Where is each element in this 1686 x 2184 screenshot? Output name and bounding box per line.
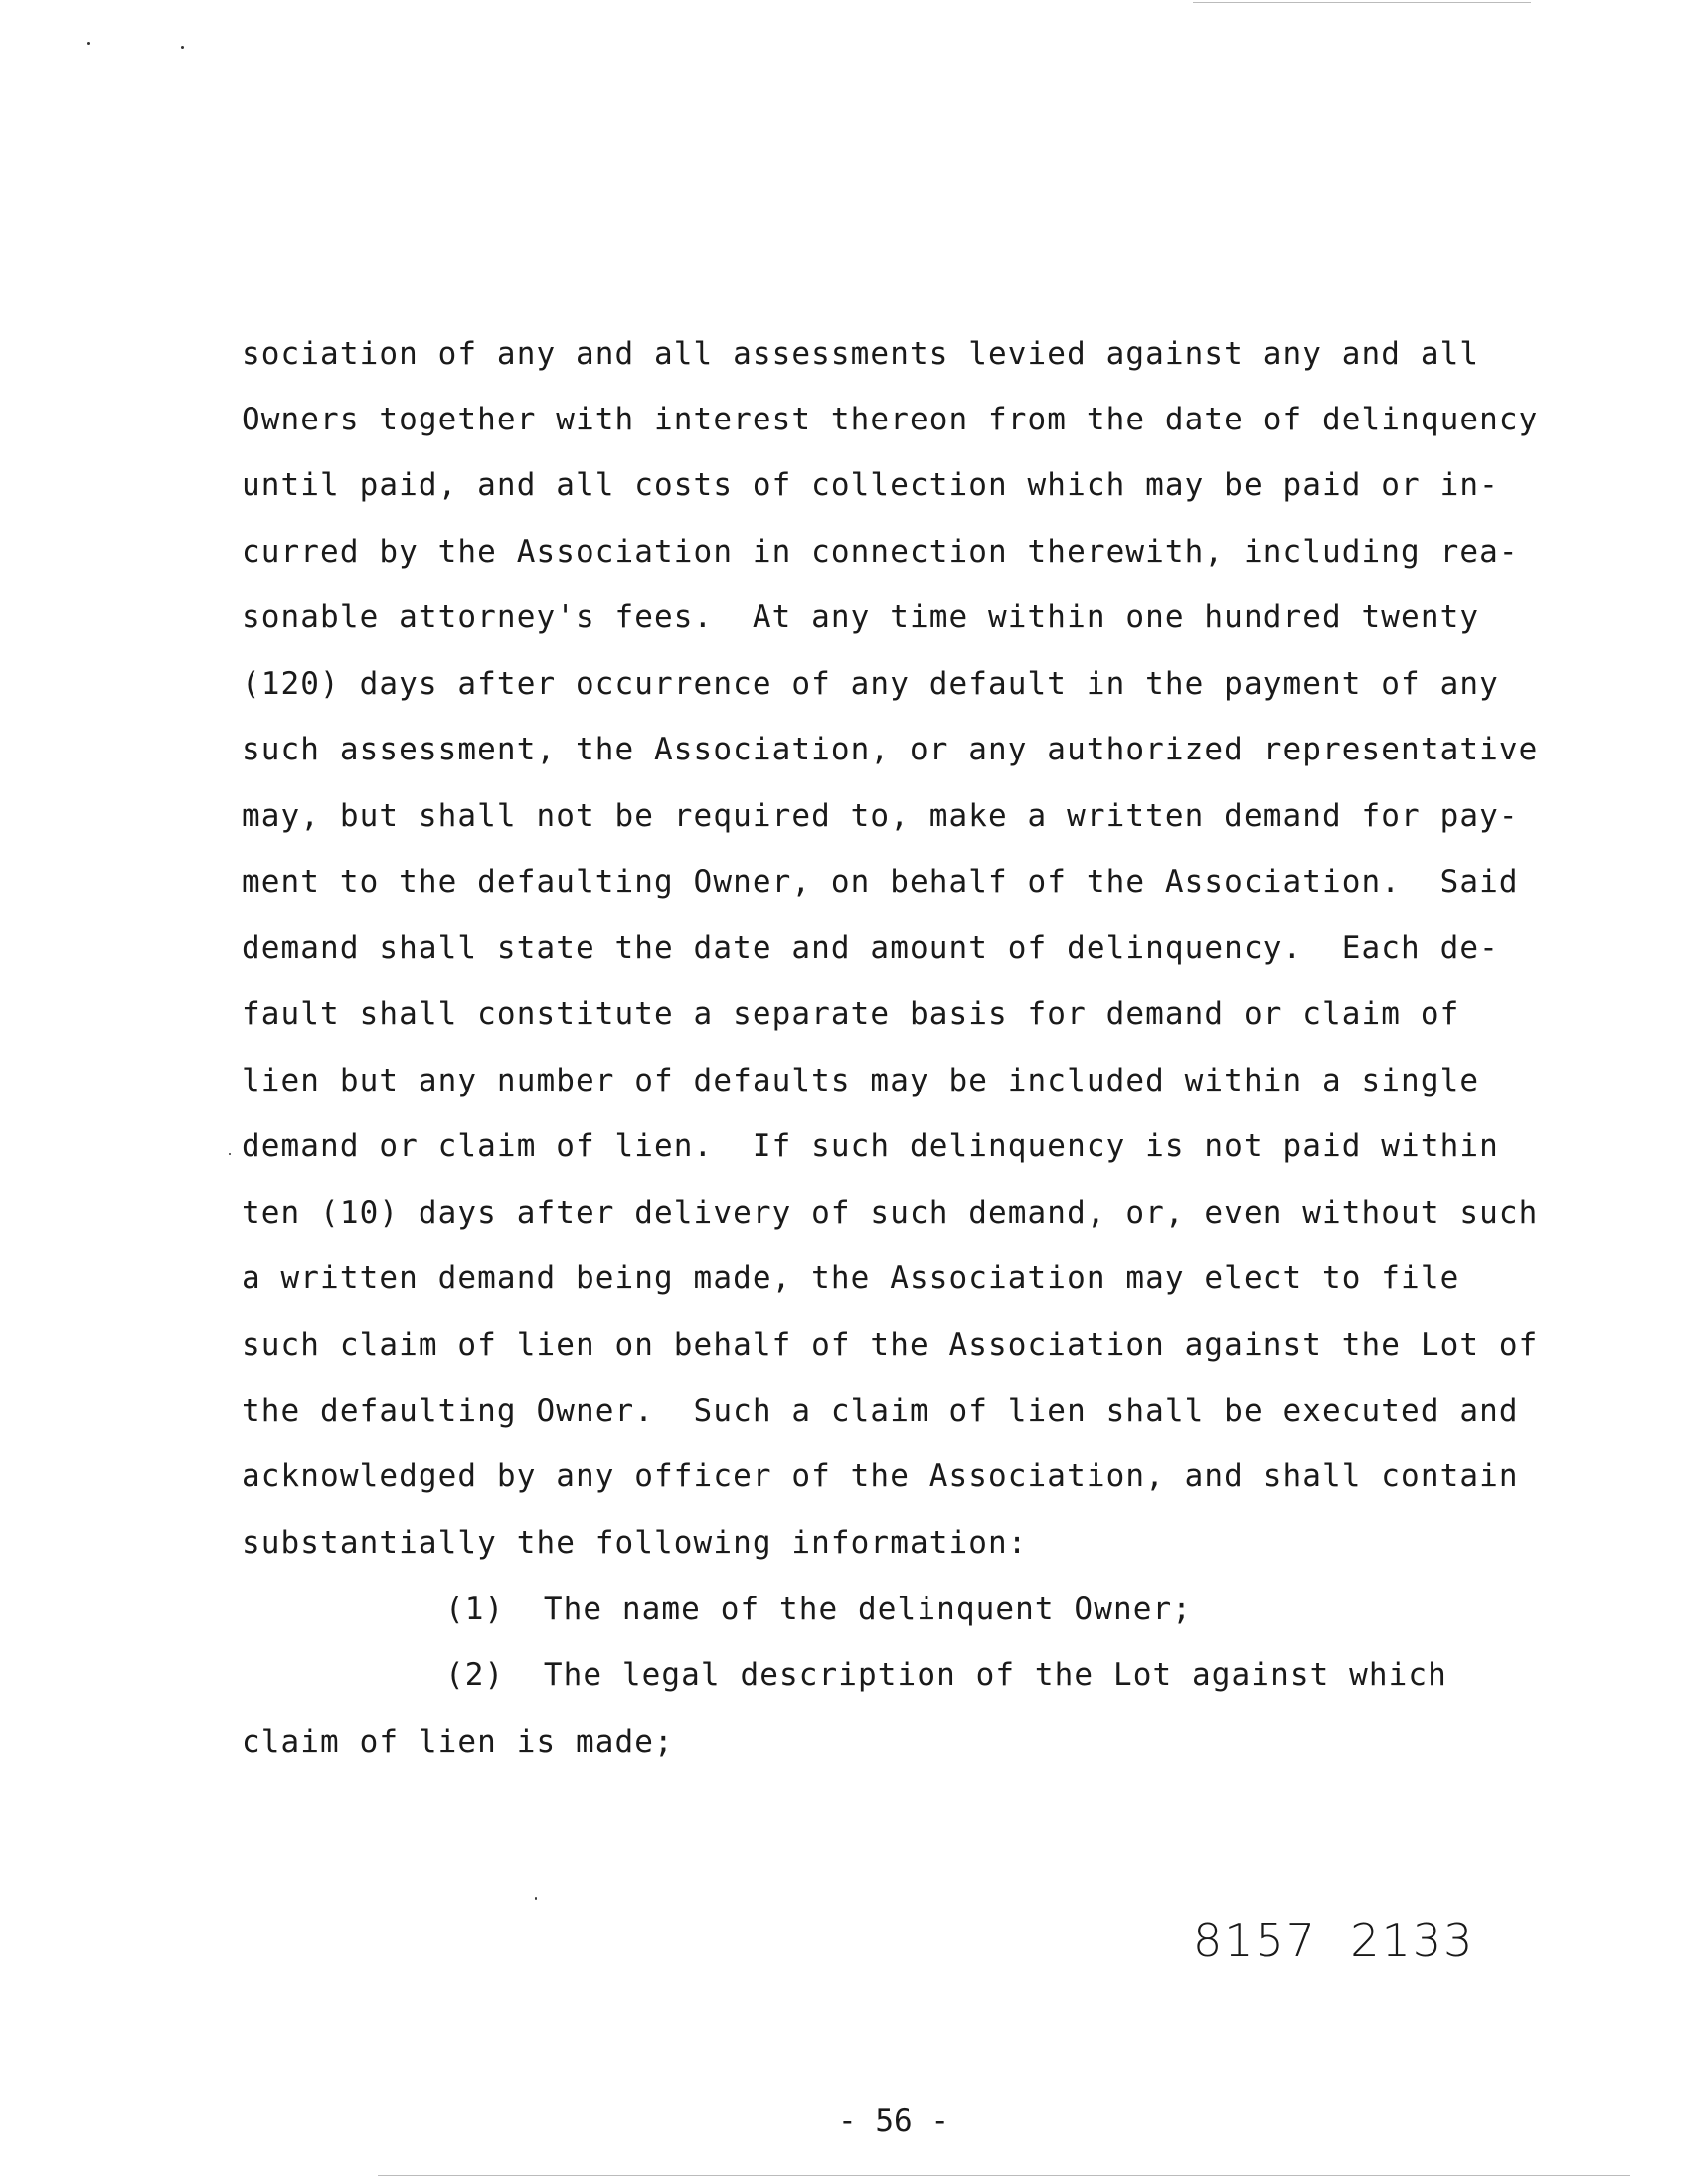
list-item: (1) The name of the delinquent Owner; bbox=[445, 1592, 1193, 1627]
body-line: such claim of lien on behalf of the Association against the Lot of bbox=[242, 1327, 1539, 1363]
body-line: (120) days after occurrence of any default in the payment of any bbox=[242, 666, 1499, 702]
body-line: ment to the defaulting Owner, on behalf of the Association. Said bbox=[242, 864, 1519, 900]
scan-speck bbox=[535, 1897, 537, 1900]
body-line: substantially the following information: bbox=[242, 1525, 1028, 1561]
scan-edge-bottom bbox=[378, 2175, 1630, 2176]
scan-speck bbox=[229, 1153, 231, 1155]
body-line: sociation of any and all assessments levied against any and all bbox=[242, 336, 1480, 372]
page-number: - 56 - bbox=[838, 2103, 949, 2139]
scan-speck bbox=[181, 46, 184, 49]
body-line: acknowledged by any officer of the Association, and shall contain bbox=[242, 1458, 1519, 1494]
scan-edge-top bbox=[1193, 2, 1531, 3]
body-line: lien but any number of defaults may be included within a single bbox=[242, 1063, 1480, 1098]
body-line: sonable attorney's fees. At any time within one hundred twenty bbox=[242, 599, 1480, 635]
body-line: ten (10) days after delivery of such demand, or, even without such bbox=[242, 1195, 1539, 1231]
scan-speck bbox=[87, 42, 90, 45]
body-line: the defaulting Owner. Such a claim of lien shall be executed and bbox=[242, 1393, 1519, 1428]
book-page-stamp: 8157 2133 bbox=[1193, 1914, 1475, 1967]
body-line: until paid, and all costs of collection which may be paid or in- bbox=[242, 467, 1499, 503]
body-line: demand or claim of lien. If such delinquency is not paid within bbox=[242, 1128, 1499, 1164]
body-line: Owners together with interest thereon from the date of delinquency bbox=[242, 402, 1539, 437]
body-line: a written demand being made, the Association may elect to file bbox=[242, 1260, 1460, 1296]
body-line: demand shall state the date and amount of delinquency. Each de- bbox=[242, 930, 1499, 966]
list-item-continuation: claim of lien is made; bbox=[242, 1724, 674, 1760]
body-line: such assessment, the Association, or any authorized representative bbox=[242, 732, 1539, 767]
body-line: curred by the Association in connection therewith, including rea- bbox=[242, 534, 1519, 570]
body-line: fault shall constitute a separate basis for demand or claim of bbox=[242, 996, 1460, 1032]
body-line: may, but shall not be required to, make a written demand for pay- bbox=[242, 798, 1519, 834]
list-item: (2) The legal description of the Lot against which bbox=[445, 1657, 1447, 1693]
